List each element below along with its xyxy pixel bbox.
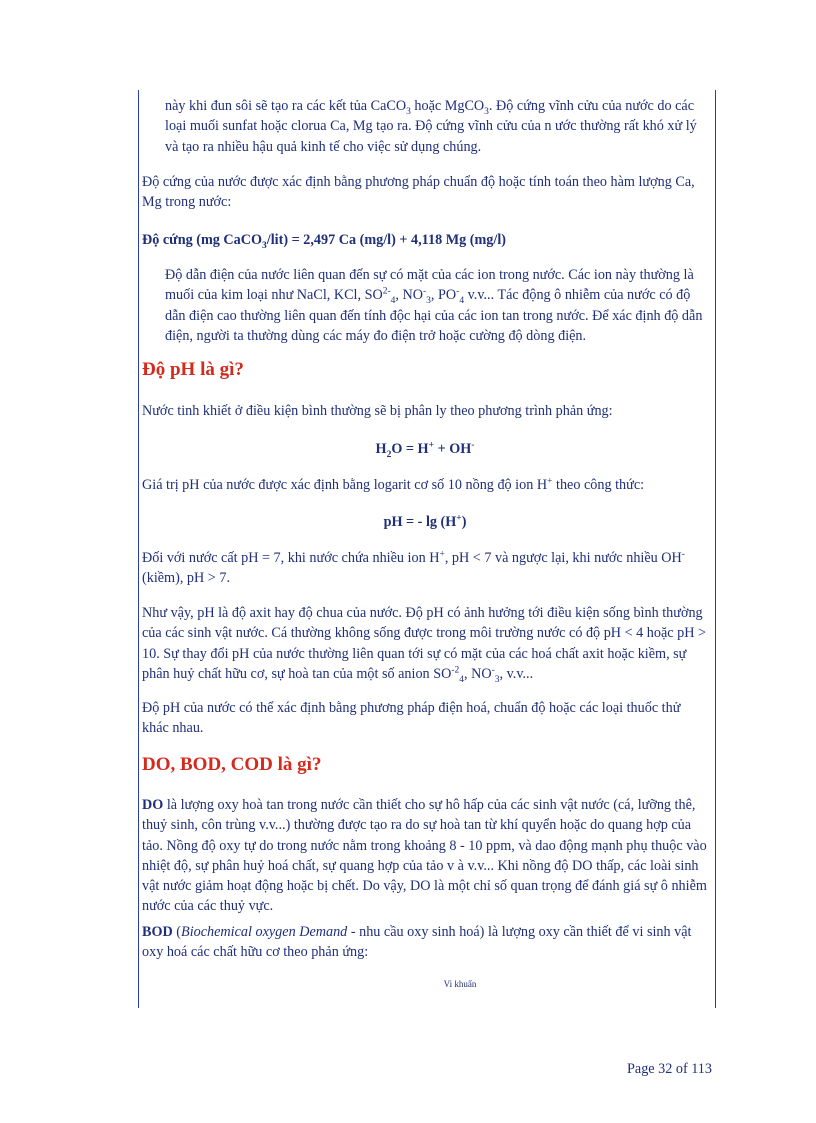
heading-ph: Độ pH là gì?: [142, 359, 244, 380]
page-number: Page 32 of 113: [627, 1061, 712, 1077]
formula-hardness: Độ cứng (mg CaCO$_3$/lit) = 2,497 Ca (mg/l) + 4,118 Mg (mg/l): [142, 232, 506, 251]
reaction-label: Vi khuẩn: [443, 979, 477, 989]
paragraph-do: DO là lượng oxy hoà tan trong nước cần thiết cho sự hô hấp của các sinh vật nước (cá, lưỡng thê, thuỷ sinh, côn trùng v.v...) thường được tạo ra do sự hoà tan từ khí quyển hoặc do quang hợp của tảo. Nồng độ oxy tự do trong nước nằm trong khoảng 8 - 10 ppm, và dao động mạnh phụ thuộc vào nhiệt độ, sự phân huỷ hoá chất, sự quang hợp của tảo v à v.v... Khi nồng độ DO thấp, các loài sinh vật nước giảm hoạt động hoặc bị chết. Do vậy, DO là một chỉ số quan trọng để đánh giá sự ô nhiễm nước của các thuỷ vực.: [142, 797, 707, 915]
paragraph-ph-values: Đối với nước cất pH = 7, khi nước chứa nhiều ion H+, pH < 7 và ngược lại, khi nước nhiều OH- (kiềm), pH > 7.: [142, 549, 685, 587]
paragraph-hardness-permanent: này khi đun sôi sẽ tạo ra các kết tủa CaCO$_3$ hoặc MgCO$_3$. Độ cứng vĩnh cửu của nước do các loại muối sunfat hoặc clorua Ca, Mg tạo ra. Độ cứng vĩnh cửu của n ước thường rất khó xử lý và tạo ra nhiều hậu quả kinh tế cho việc sử dụng chúng.: [165, 98, 697, 155]
heading-do-bod-cod: DO, BOD, COD là gì?: [142, 754, 322, 775]
formula-ph: pH = - lg (H+): [383, 513, 467, 530]
paragraph-ph-intro: Nước tinh khiết ở điều kiện bình thường sẽ bị phân ly theo phương trình phản ứng:: [142, 403, 613, 419]
formula-water-dissociation: $H_2O = H^+ + OH^-$: [375, 440, 475, 460]
paragraph-ph-definition: Giá trị pH của nước được xác định bằng logarit cơ số 10 nồng độ ion H+ theo công thức:: [142, 476, 645, 493]
paragraph-bod: BOD (Biochemical oxygen Demand - nhu cầu oxy sinh hoá) là lượng oxy cần thiết để vi sinh vật oxy hoá các chất hữu cơ theo phản ứng:: [142, 924, 692, 961]
paragraph-conductivity: Độ dẫn điện của nước liên quan đến sự có mặt của các ion trong nước. Các ion này thường là muối của kim loại như NaCl, KCl, $SO^{2-}_4$, $NO^-_3$, $PO^-_4$ v.v... Tác động ô nhiễm của nước có độ dẫn điện cao thường liên quan đến tính độc hại của các ion tan trong nước. Để xác định độ dẫn điện, người ta thường dùng các máy đo điện trở hoặc cường độ dòng điện.: [165, 267, 703, 344]
paragraph-ph-acidity: Như vậy, pH là độ axit hay độ chua của nước. Độ pH có ảnh hưởng tới điều kiện sống bình thường của các sinh vật nước. Cá thường không sống được trong môi trường nước có độ pH < 4 hoặc pH > 10. Sự thay đổi pH của nước thường liên quan tới sự có mặt của các hoá chất axit hoặc kiềm, sự phân huỷ chất hữu cơ, sự hoà tan của một số anion $SO^{-2}_4$, $NO^-_3$, v.v...: [142, 605, 706, 685]
paragraph-hardness-method: Độ cứng của nước được xác định bằng phương pháp chuẩn độ hoặc tính toán theo hàm lượng Ca, Mg trong nước:: [142, 174, 695, 211]
paragraph-ph-measurement: Độ pH của nước có thể xác định bằng phương pháp điện hoá, chuẩn độ hoặc các loại thuốc thử khác nhau.: [142, 700, 681, 737]
